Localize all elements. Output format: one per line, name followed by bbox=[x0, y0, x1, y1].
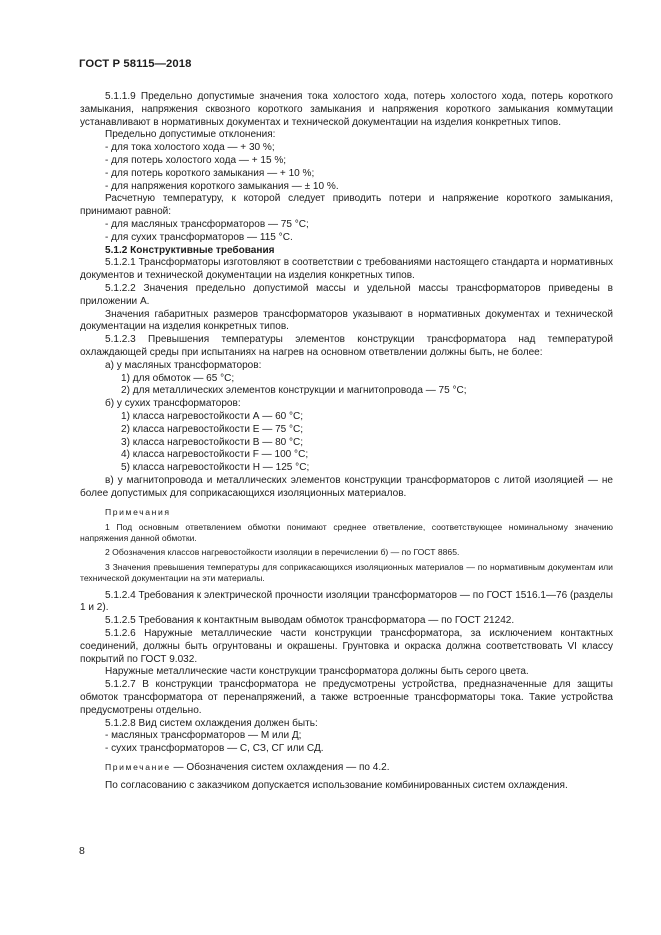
paragraph-combined-cooling: По согласованию с заказчиком допускается использование комбинированных систем охлаждения. bbox=[105, 779, 568, 791]
section-heading-5-1-2: 5.1.2 Конструктивные требования bbox=[105, 244, 275, 256]
paragraph-5-1-2-5: 5.1.2.5 Требования к контактным выводам обмоток трансформатора — по ГОСТ 21242. bbox=[105, 615, 515, 627]
paragraph-5-1-2-6: 5.1.2.6 Наружные металлические части конструкции трансформатора, за исключением контактных соединений, должны быть огрунтованы и окрашены. Грунтовка и окраска должна соответствовать VI классу покрытий по ГОСТ 9.032. bbox=[80, 627, 613, 665]
list-item: - сухих трансформаторов — С, СЗ, СГ или СД. bbox=[105, 743, 324, 755]
note-2: 2 Обозначения классов нагревостойкости изоляции в перечислении б) — по ГОСТ 8865. bbox=[105, 547, 460, 558]
list-item: - для потерь короткого замыкания — + 10 %; bbox=[105, 167, 315, 179]
list-item-cast-insulation: в) у магнитопровода и металлических элементов конструкции трансформаторов с литой изоляцией — не более допустимых для соприкасающихся изоляционных материалов. bbox=[80, 474, 613, 499]
list-item: а) у масляных трансформаторов: bbox=[105, 359, 262, 371]
paragraph-grey-color: Наружные металлические части конструкции трансформатора должны быть серого цвета. bbox=[105, 666, 529, 678]
paragraph-5-1-1-9: 5.1.1.9 Предельно допустимые значения тока холостого хода, потерь холостого хода, потерь короткого замыкания, напряжения сквозного короткого замыкания и напряжения короткого замыкания коммутации устанавливают в нормативных документах и технической документации на изделия конкретных типов. bbox=[80, 91, 613, 128]
list-item: 2) для металлических элементов конструкции и магнитопровода — 75 °С; bbox=[121, 385, 467, 397]
list-item: - масляных трансформаторов — М или Д; bbox=[105, 730, 302, 742]
document-body bbox=[80, 91, 613, 792]
note-3: 3 Значения превышения температуры для соприкасающихся изоляционных материалов — по нормативным документам или технической документации на эти материалы. bbox=[80, 561, 613, 584]
note-label: Примечание bbox=[105, 761, 171, 772]
list-item: 2) класса нагревостойкости Е — 75 °С; bbox=[121, 423, 304, 435]
list-item: 3) класса нагревостойкости В — 80 °С; bbox=[121, 436, 304, 448]
page-number: 8 bbox=[79, 845, 85, 857]
paragraph-5-1-2-2: 5.1.2.2 Значения предельно допустимой массы и удельной массы трансформаторов приведены в приложении А. bbox=[80, 282, 613, 307]
note-cooling-systems bbox=[80, 761, 613, 775]
paragraph-dimensions: Значения габаритных размеров трансформаторов указывают в нормативных документах и технической документации на изделия конкретных типов. bbox=[80, 308, 613, 333]
list-item: 1) для обмоток — 65 °С; bbox=[121, 372, 235, 384]
list-item: - для масляных трансформаторов — 75 °С; bbox=[105, 218, 309, 230]
list-item: - для сухих трансформаторов — 115 °С. bbox=[105, 231, 293, 243]
list-item: - для тока холостого хода — + 30 %; bbox=[105, 142, 275, 154]
list-item: 5) класса нагревостойкости Н — 125 °С; bbox=[121, 462, 310, 474]
paragraph-5-1-2-8: 5.1.2.8 Вид систем охлаждения должен быть: bbox=[105, 717, 318, 729]
note-text: — Обозначения систем охлаждения — по 4.2. bbox=[170, 761, 390, 773]
paragraph-5-1-2-3: 5.1.2.3 Превышения температуры элементов конструкции трансформатора над температурой охлаждающей среды при испытаниях на нагрев на основном ответвлении должны быть, не более: bbox=[80, 334, 613, 358]
paragraph-deviations-intro: Предельно допустимые отклонения: bbox=[105, 129, 276, 141]
paragraph-5-1-2-1: 5.1.2.1 Трансформаторы изготовляют в соответствии с требованиями настоящего стандарта и нормативных документов и технической документации на изделия конкретных типов. bbox=[80, 257, 613, 282]
list-item: - для потерь холостого хода — + 15 %; bbox=[105, 154, 287, 166]
list-item: - для напряжения короткого замыкания — ± 10 %. bbox=[105, 180, 339, 192]
list-item: 1) класса нагревостойкости А — 60 °С; bbox=[121, 410, 304, 422]
list-item: 4) класса нагревостойкости F — 100 °С; bbox=[121, 449, 309, 461]
paragraph-5-1-2-4: 5.1.2.4 Требования к электрической прочности изоляции трансформаторов — по ГОСТ 1516.1—76 (разделы 1 и 2). bbox=[80, 589, 613, 614]
list-item: б) у сухих трансформаторов: bbox=[105, 398, 241, 410]
paragraph-5-1-2-7: 5.1.2.7 В конструкции трансформатора не предусмотрены устройства, предназначенные для защиты обмоток трансформатора от перенапряжений, а также встроенные трансформаторы тока. Такие устройства предусмотрены отдельно. bbox=[80, 679, 613, 716]
notes-title: Примечания bbox=[105, 506, 171, 517]
note-1: 1 Под основным ответвлением обмотки понимают среднее ответвление, соответствующее номинальному значению напряжения данной обмотки. bbox=[80, 521, 613, 543]
document-code-header: ГОСТ Р 58115—2018 bbox=[79, 58, 192, 70]
paragraph-design-temperature: Расчетную температуру, к которой следует приводить потери и напряжение короткого замыкания, принимают равной: bbox=[80, 193, 613, 218]
